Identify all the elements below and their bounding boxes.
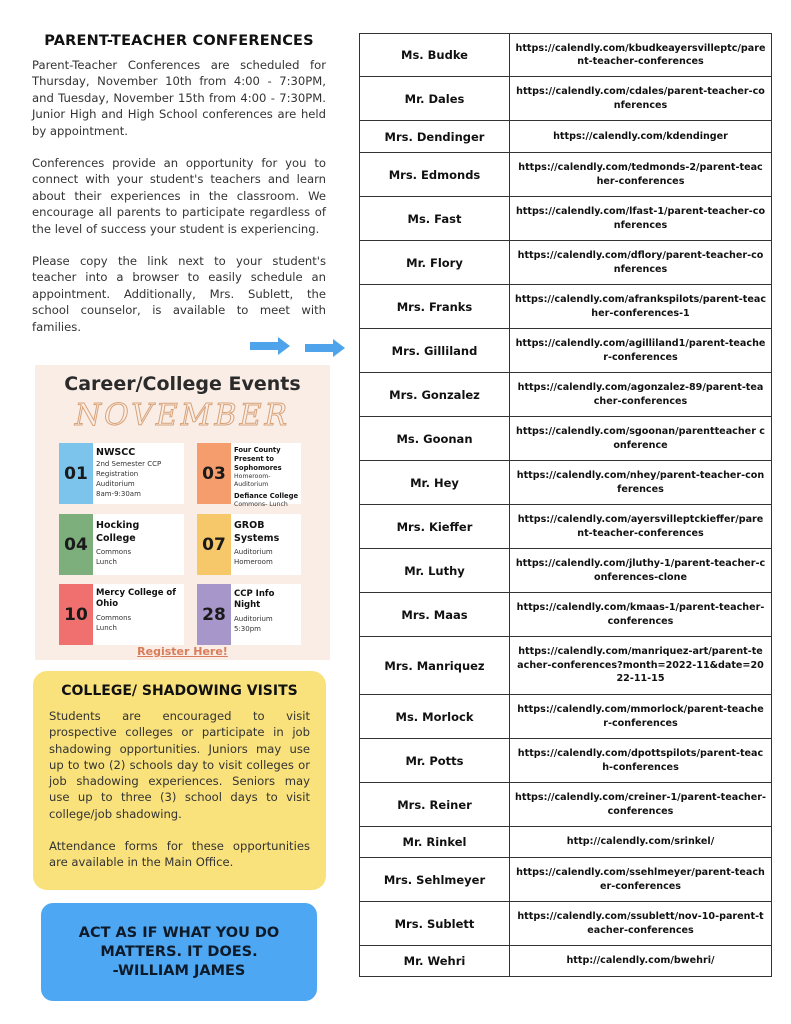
teacher-row <box>360 121 772 153</box>
teacher-name: Mrs. Reiner <box>360 783 510 827</box>
event-name: NWSCC <box>96 447 136 458</box>
teacher-row <box>360 461 772 505</box>
teacher-row <box>360 34 772 77</box>
event-detail: 5:30pm <box>234 625 261 633</box>
teacher-name: Mr. Flory <box>360 241 510 285</box>
flyer-month: NOVEMBER <box>74 398 291 433</box>
teacher-name: Mr. Luthy <box>360 549 510 593</box>
teacher-row <box>360 593 772 637</box>
teacher-name: Mrs. Sehlmeyer <box>360 858 510 902</box>
quote-line: MATTERS. IT DOES. <box>100 943 258 960</box>
teacher-calendly-link[interactable]: https://calendly.com/kdendinger <box>510 121 772 153</box>
teacher-calendly-link[interactable]: https://calendly.com/agilliland1/parent-teacher-conferences <box>510 329 772 373</box>
event-card <box>59 584 184 645</box>
teacher-name: Ms. Morlock <box>360 695 510 739</box>
event-date: 01 <box>59 443 93 504</box>
teacher-calendly-link[interactable]: https://calendly.com/ayersvilleptckieffer/parent-teacher-conferences <box>510 505 772 549</box>
event-card <box>197 443 301 508</box>
teacher-name: Mr. Potts <box>360 739 510 783</box>
event-date: 07 <box>197 514 231 575</box>
event-detail: Lunch <box>96 558 117 566</box>
shadowing-paragraph: Students are encouraged to visit prospective colleges or participate in job shadowing opportunities. Juniors may use up to two (2) schools day to visit colleges or job shadowing experiences. Seniors may use up to three (3) school days to visit college/job shadowing. <box>49 709 310 821</box>
teacher-row <box>360 417 772 461</box>
teacher-row <box>360 946 772 977</box>
teacher-calendly-link[interactable]: https://calendly.com/jluthy-1/parent-teacher-conferences-clone <box>510 549 772 593</box>
teacher-name: Ms. Fast <box>360 197 510 241</box>
conferences-paragraph: Please copy the link next to your student's teacher into a browser to easily schedule an appointment. Additionally, Mrs. Sublett, the school counselor, is available to meet with families. <box>32 254 326 334</box>
teacher-calendly-link[interactable]: http://calendly.com/bwehri/ <box>510 946 772 977</box>
teacher-row <box>360 153 772 197</box>
teacher-links-table <box>359 33 772 977</box>
teacher-name: Mrs. Edmonds <box>360 153 510 197</box>
event-date: 28 <box>197 584 231 645</box>
teacher-name: Ms. Goonan <box>360 417 510 461</box>
teacher-row <box>360 241 772 285</box>
conferences-title: PARENT-TEACHER CONFERENCES <box>44 33 314 49</box>
career-events-flyer <box>35 365 330 660</box>
event-name: CCP Info Night <box>234 589 275 610</box>
teacher-row <box>360 739 772 783</box>
shadowing-title: COLLEGE/ SHADOWING VISITS <box>61 683 298 699</box>
teacher-calendly-link[interactable]: https://calendly.com/afrankspilots/parent-teacher-conferences-1 <box>510 285 772 329</box>
teacher-calendly-link[interactable]: https://calendly.com/manriquez-art/parent-teacher-conferences?month=2022-11&date=2022-11-15 <box>510 637 772 695</box>
teacher-name: Mrs. Manriquez <box>360 637 510 695</box>
teacher-name: Mrs. Kieffer <box>360 505 510 549</box>
event-detail: Auditorium <box>96 480 135 488</box>
quote-box <box>41 903 317 1001</box>
event-date: 10 <box>59 584 93 645</box>
event-name: GROB Systems <box>234 520 280 544</box>
teacher-row <box>360 549 772 593</box>
event-date: 03 <box>197 443 231 504</box>
event-name: Hocking College <box>96 520 140 544</box>
teacher-row <box>360 637 772 695</box>
arrow-right-icon <box>250 336 290 356</box>
register-link[interactable]: Register Here! <box>137 645 228 658</box>
shadowing-paragraph: Attendance forms for these opportunities are available in the Main Office. <box>49 839 310 870</box>
teacher-name: Mrs. Franks <box>360 285 510 329</box>
teacher-name: Mrs. Dendinger <box>360 121 510 153</box>
teacher-row <box>360 783 772 827</box>
teacher-name: Mrs. Maas <box>360 593 510 637</box>
conferences-paragraph: Conferences provide an opportunity for you to connect with your student's teachers and learn about their experiences in the classroom. We encourage all parents to participate regardless of the level of success your student is experiencing. <box>32 156 326 236</box>
quote-author: -WILLIAM JAMES <box>112 962 246 979</box>
teacher-calendly-link[interactable]: https://calendly.com/kmaas-1/parent-teacher-conferences <box>510 593 772 637</box>
teacher-row <box>360 373 772 417</box>
teacher-row <box>360 902 772 946</box>
teacher-row <box>360 858 772 902</box>
teacher-name: Mr. Dales <box>360 77 510 121</box>
teacher-name: Mrs. Gonzalez <box>360 373 510 417</box>
event-detail: Commons <box>96 614 132 622</box>
teacher-calendly-link[interactable]: http://calendly.com/srinkel/ <box>510 827 772 858</box>
teacher-row <box>360 329 772 373</box>
teacher-name: Mr. Hey <box>360 461 510 505</box>
event-card <box>59 514 184 575</box>
event-detail: Homeroom <box>234 558 273 566</box>
shadowing-body <box>49 708 310 871</box>
quote-line: ACT AS IF WHAT YOU DO <box>78 924 280 941</box>
teacher-row <box>360 77 772 121</box>
teacher-calendly-link[interactable]: https://calendly.com/lfast-1/parent-teacher-conferences <box>510 197 772 241</box>
teacher-name: Mrs. Gilliland <box>360 329 510 373</box>
teacher-calendly-link[interactable]: https://calendly.com/creiner-1/parent-teacher-conferences <box>510 783 772 827</box>
event-detail: Commons- Lunch <box>234 501 288 508</box>
event-detail: 8am-9:30am <box>96 490 141 498</box>
teacher-calendly-link[interactable]: https://calendly.com/kbudkeayersvilleptc/parent-teacher-conferences <box>510 34 772 77</box>
event-detail: Registration <box>96 470 139 478</box>
teacher-name: Ms. Budke <box>360 34 510 77</box>
event-detail: Auditorium <box>234 615 273 623</box>
teacher-calendly-link[interactable]: https://calendly.com/ssehlmeyer/parent-teacher-conferences <box>510 858 772 902</box>
teacher-name: Mr. Wehri <box>360 946 510 977</box>
teacher-row <box>360 827 772 858</box>
teacher-row <box>360 695 772 739</box>
event-detail: Homeroom- Auditorium <box>234 473 271 488</box>
teacher-calendly-link[interactable]: https://calendly.com/cdales/parent-teacher-conferences <box>510 77 772 121</box>
event-card <box>59 443 184 504</box>
arrow-right-icon <box>305 338 345 358</box>
event-card <box>197 514 301 575</box>
event-card <box>197 584 301 645</box>
teacher-calendly-link[interactable]: https://calendly.com/tedmonds-2/parent-teacher-conferences <box>510 153 772 197</box>
event-name: Defiance College <box>234 492 299 500</box>
teacher-calendly-link[interactable]: https://calendly.com/ssublett/nov-10-parent-teacher-conferences <box>510 902 772 946</box>
teacher-calendly-link[interactable]: https://calendly.com/sgoonan/parentteacher conference <box>510 417 772 461</box>
teacher-name: Mrs. Sublett <box>360 902 510 946</box>
flyer-title: Career/College Events <box>64 373 301 395</box>
teacher-row <box>360 197 772 241</box>
event-name: Four County Present to Sophomores <box>234 446 282 472</box>
event-detail: Commons <box>96 548 132 556</box>
conferences-body <box>32 57 326 351</box>
shadowing-box <box>33 671 326 890</box>
teacher-calendly-link[interactable]: https://calendly.com/dpottspilots/parent-teach-conferences <box>510 739 772 783</box>
teacher-row <box>360 285 772 329</box>
event-date: 04 <box>59 514 93 575</box>
conferences-paragraph: Parent-Teacher Conferences are scheduled for Thursday, November 10th from 4:00 - 7:30PM, and Tuesday, November 15th from 4:00 - 7:30PM. Junior High and High School conferences are held by appointment. <box>32 58 326 138</box>
teacher-calendly-link[interactable]: https://calendly.com/nhey/parent-teacher-conferences <box>510 461 772 505</box>
teacher-calendly-link[interactable]: https://calendly.com/agonzalez-89/parent-teacher-conferences <box>510 373 772 417</box>
event-detail: Auditorium <box>234 548 273 556</box>
teacher-calendly-link[interactable]: https://calendly.com/dflory/parent-teacher-conferences <box>510 241 772 285</box>
event-detail: 2nd Semester CCP <box>96 460 162 468</box>
teacher-name: Mr. Rinkel <box>360 827 510 858</box>
event-name: Mercy College of Ohio <box>96 588 176 609</box>
teacher-calendly-link[interactable]: https://calendly.com/mmorlock/parent-teacher-conferences <box>510 695 772 739</box>
teacher-row <box>360 505 772 549</box>
event-detail: Lunch <box>96 624 117 632</box>
